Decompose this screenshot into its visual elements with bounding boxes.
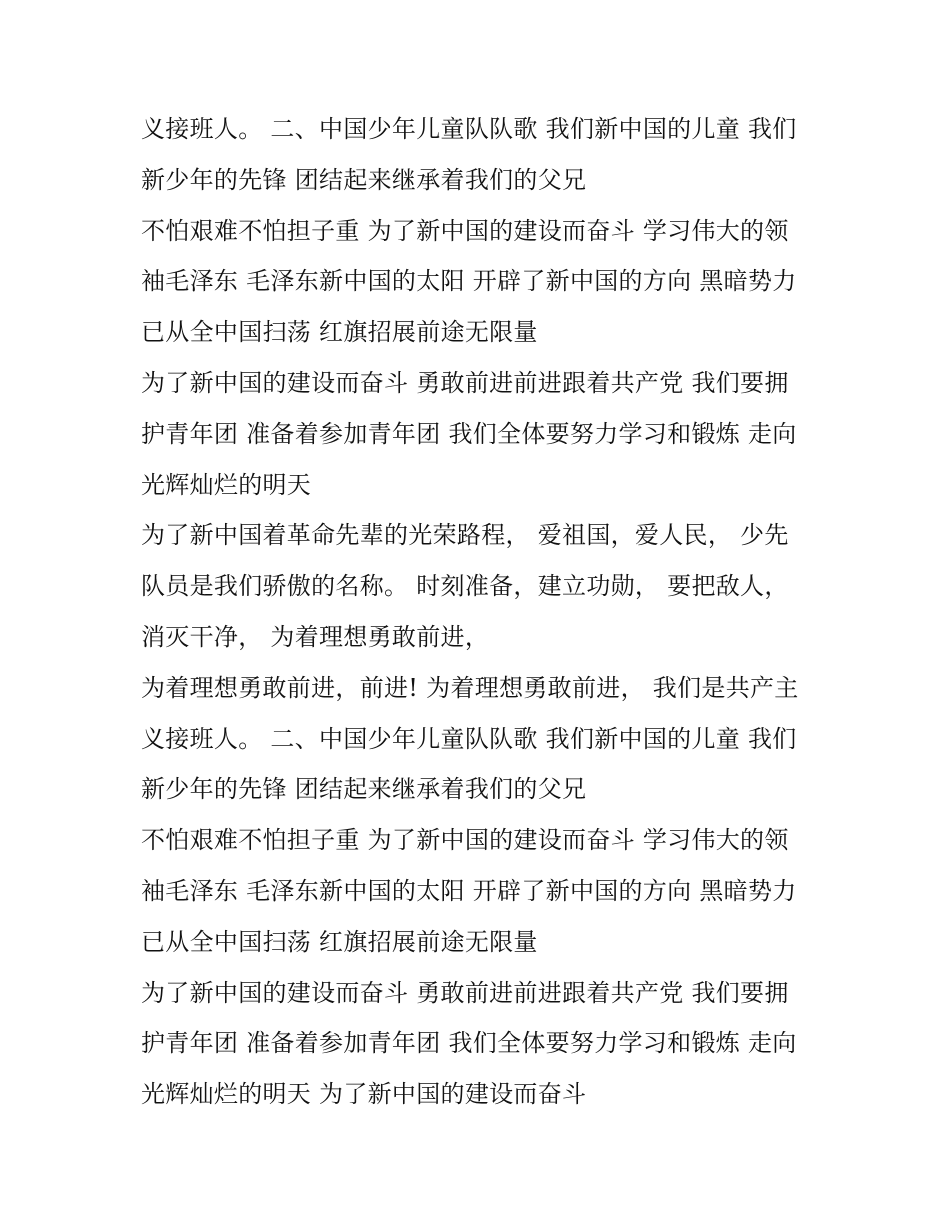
text-line: 已从全中国扫荡 红旗招展前途无限量 <box>141 318 538 347</box>
text-line: 消灭干净， 为着理想勇敢前进， <box>141 622 490 651</box>
text-line: 护青年团 准备着参加青年团 我们全体要努力学习和锻炼 走向 <box>141 1029 797 1058</box>
text-line: 已从全中国扫荡 红旗招展前途无限量 <box>141 927 538 956</box>
text-line: 袖毛泽东 毛泽东新中国的太阳 开辟了新中国的方向 黑暗势力 <box>141 876 797 905</box>
text-line: 义接班人。 二、中国少年儿童队队歌 我们新中国的儿童 我们 <box>141 724 797 753</box>
text-line: 不怕艰难不怕担子重 为了新中国的建设而奋斗 学习伟大的领 <box>141 216 789 245</box>
text-line: 护青年团 准备着参加青年团 我们全体要努力学习和锻炼 走向 <box>141 419 797 448</box>
text-line: 为了新中国的建设而奋斗 勇敢前进前进跟着共产党 我们要拥 <box>141 978 789 1007</box>
text-line: 为了新中国着革命先辈的光荣路程， 爱祖国，爱人民， 少先 <box>141 521 789 550</box>
text-line: 光辉灿烂的明天 为了新中国的建设而奋斗 <box>141 1080 587 1109</box>
text-line: 义接班人。 二、中国少年儿童队队歌 我们新中国的儿童 我们 <box>141 115 797 143</box>
text-line: 为了新中国的建设而奋斗 勇敢前进前进跟着共产党 我们要拥 <box>141 368 789 397</box>
text-line: 队员是我们骄傲的名称。 时刻准备，建立功勋， 要把敌人， <box>141 572 789 601</box>
text-line: 不怕艰难不怕担子重 为了新中国的建设而奋斗 学习伟大的领 <box>141 826 789 855</box>
body-text <box>141 104 821 1120</box>
text-line: 袖毛泽东 毛泽东新中国的太阳 开辟了新中国的方向 黑暗势力 <box>141 267 797 296</box>
text-line: 为着理想勇敢前进，前进! 为着理想勇敢前进， 我们是共产主 <box>141 673 799 702</box>
text-line: 新少年的先锋 团结起来继承着我们的父兄 <box>141 775 587 804</box>
text-line: 光辉灿烂的明天 <box>141 470 312 499</box>
text-line: 新少年的先锋 团结起来继承着我们的父兄 <box>141 165 587 194</box>
